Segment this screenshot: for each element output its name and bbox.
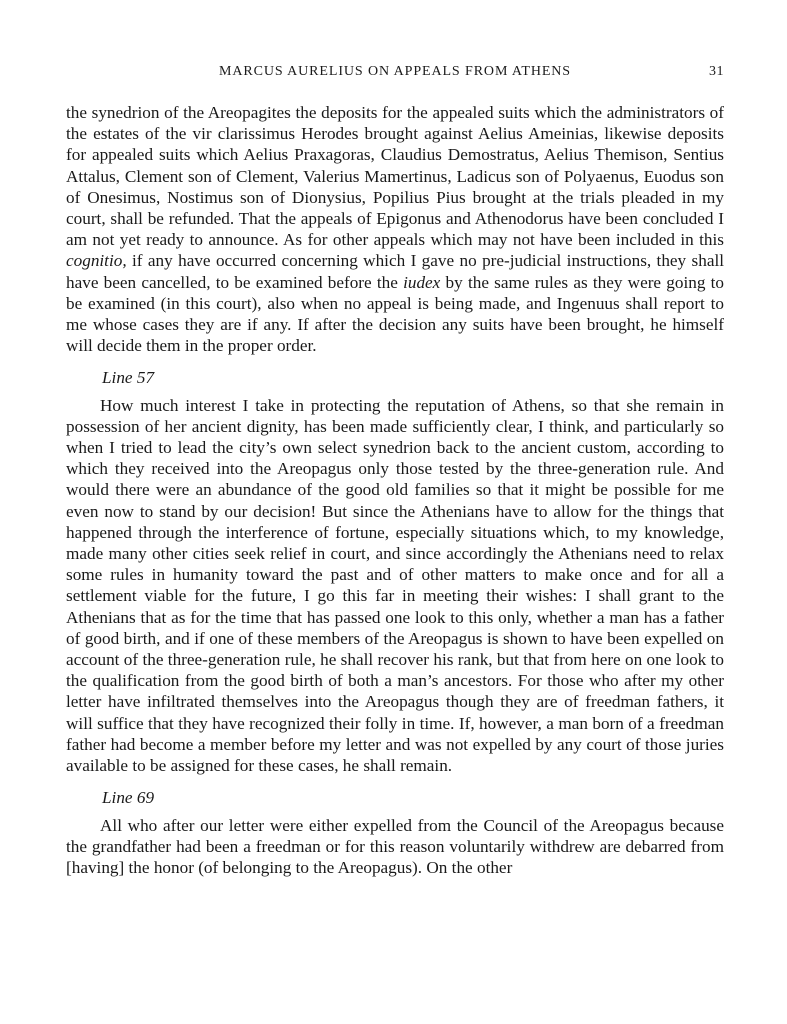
italic-term-cognitio: cognitio,: [66, 251, 127, 271]
paragraph-text: the synedrion of the Areopagites the deposits for the appealed suits which the administrators of the estates of the vir clarissimus Herodes brought against Aelius Ameinias, likewise deposits for appealed suits which Aelius Praxagoras, Claudius Demostratus, Aelius Themison, Sentius Attalus, Clement son of Clement, Valerius Mamertinus, Ladicus son of Polyaenus, Euodus son of Onesimus, Nostimus son of Dionysius, Popilius Pius brought at the trials pleaded in my court, shall be refunded. That the appeals of Epigonus and Athenodorus have been concluded I am not yet ready to announce. As for other appeals which may not have been included in this: [66, 103, 724, 250]
page: [66, 64, 724, 878]
paragraph-line-69: All who after our letter were either expelled from the Council of the Areopagus because the grandfather had been a freedman or for this reason voluntarily withdrew are debarred from [having] the honor (of belonging to the Areopagus). On the other: [66, 815, 724, 877]
paragraph-text: if any have occurred concerning which I gave no pre-judicial instructions, they shall have been cancelled, to be examined before the: [66, 251, 724, 292]
italic-term-iudex: iudex: [403, 272, 441, 292]
section-heading-line-57: Line 57: [102, 368, 155, 388]
running-title: MARCUS AURELIUS ON APPEALS FROM ATHENS: [219, 64, 571, 79]
paragraph-continuation: [66, 102, 724, 356]
page-number: 31: [709, 64, 724, 79]
running-header: [66, 64, 724, 86]
paragraph-text: by the same rules as they were going to be examined (in this court), also when no appeal is being made, and Ingenuus shall report to me whose cases they are if any. If after the decision any suits have been brought, he himself will decide them in the proper order.: [66, 272, 724, 356]
paragraph-line-57: How much interest I take in protecting the reputation of Athens, so that she remain in possession of her ancient dignity, has been made sufficiently clear, I think, and particularly so when I tried to lead the city’s own select synedrion back to the ancient custom, according to which they received into the Areopagus only those tested by the three-generation rule. And would there were an abundance of the good old families so that it might be possible for me even now to stand by our decision! But since the Athenians have to allow for the things that happened through the interference of fortune, especially situations which, to my knowledge, made many other cities seek relief in court, and since accordingly the Athenians need to relax some rules in humanity toward the past and of other matters to make once and for all a settlement viable for the future, I go this far in meeting their wishes: I shall grant to the Athenians that as for the time that has passed one look to this only, whether a man has a father of good birth, and if one of these members of the Areopagus is shown to have been expelled on account of the three-generation rule, he shall recover his rank, but that from here on one look to the qualification from the good birth of both a man’s ancestors. For those who after my other letter have infiltrated themselves into the Areopagus though they are of freedman fathers, it will suffice that they have recognized their folly in time. If, however, a man born of a freedman father had become a member before my letter and was not expelled by any court of those juries available to be assigned for these cases, he shall remain.: [66, 395, 724, 776]
section-heading-line-69: Line 69: [102, 788, 155, 808]
